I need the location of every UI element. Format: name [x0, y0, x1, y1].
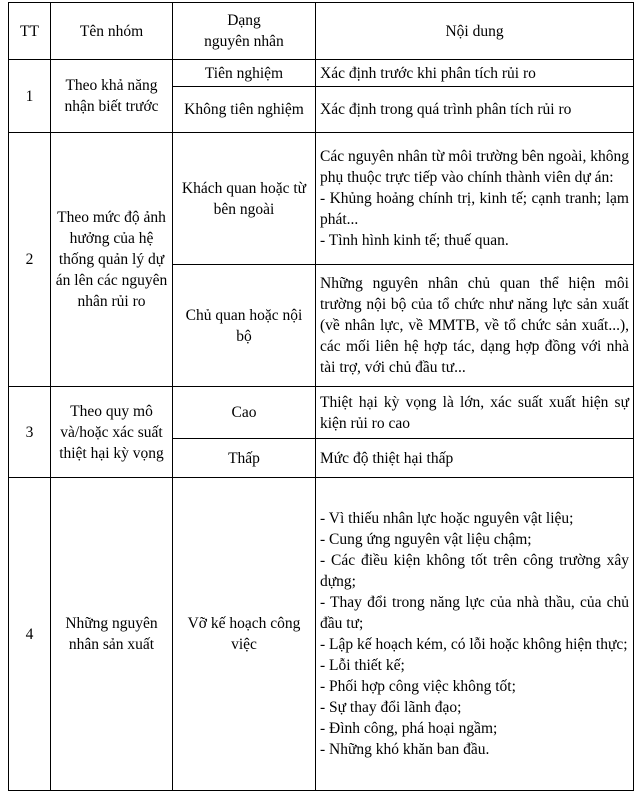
- content-line: - Phối hợp công việc không tốt;: [320, 678, 516, 695]
- content-line: - Đình công, phá hoại ngầm;: [320, 720, 498, 737]
- header-content: Nội dung: [316, 3, 634, 60]
- cause-type: Không tiên nghiệm: [173, 87, 316, 133]
- row-number: 1: [9, 60, 51, 133]
- cause-type: Thấp: [173, 439, 316, 478]
- content-cell: [316, 387, 634, 439]
- content-line: - Những khó khăn ban đầu.: [320, 741, 490, 758]
- header-cause-line1: Dạng: [227, 12, 261, 29]
- table-row: [9, 387, 634, 439]
- header-tt: TT: [9, 3, 51, 60]
- group-name: Theo mức độ ảnh hưởng của hệ thống quản lý dự án lên các nguyên nhân rủi ro: [51, 133, 173, 387]
- row-number: 3: [9, 387, 51, 478]
- row-number: 2: [9, 133, 51, 387]
- content-line: - Lỗi thiết kế;: [320, 657, 405, 674]
- row-number: 4: [9, 478, 51, 791]
- content-line: - Tình hình kinh tế; thuế quan.: [320, 232, 509, 249]
- content-line: - Khủng hoảng chính trị, kinh tế; cạnh tranh; lạm phát...: [320, 190, 629, 228]
- content-cell: [316, 265, 634, 387]
- cause-type: Vỡ kế hoạch công việc: [173, 478, 316, 791]
- table-row: [9, 478, 634, 791]
- header-group-name: Tên nhóm: [51, 3, 173, 60]
- content-line: Xác định trong quá trình phân tích rủi ro: [320, 101, 572, 118]
- content-line: Những nguyên nhân chủ quan thể hiện môi trường nội bộ của tổ chức như năng lực sản xuất (về nhân lực, về MMTB, về tổ chức sản xuất...), các mối liên hệ hợp tác, dạng hợp đồng với nhà tài trợ, với chủ đầu tư...: [320, 275, 629, 376]
- group-name: Theo khả năng nhận biết trước: [51, 60, 173, 133]
- table-row: [9, 60, 634, 87]
- content-cell: [316, 87, 634, 133]
- content-cell: [316, 439, 634, 478]
- content-line: Các nguyên nhân từ môi trường bên ngoài, không phụ thuộc trực tiếp vào chính thành viên dự án:: [320, 148, 629, 186]
- table-body: [9, 3, 634, 791]
- content-line: Mức độ thiệt hại thấp: [320, 449, 454, 467]
- header-row: [9, 3, 634, 60]
- header-cause-type: [173, 3, 316, 60]
- content-line: Xác định trước khi phân tích rủi ro: [320, 64, 536, 82]
- risk-classification-table: [8, 2, 634, 791]
- content-line: - Các điều kiện không tốt trên công trường xây dựng;: [320, 552, 629, 590]
- cause-type: Chủ quan hoặc nội bộ: [173, 265, 316, 387]
- content-cell: [316, 133, 634, 265]
- content-line: - Sự thay đổi lãnh đạo;: [320, 699, 462, 716]
- cause-type: Khách quan hoặc từ bên ngoài: [173, 133, 316, 265]
- content-line: - Lập kế hoạch kém, có lỗi hoặc không hiện thực;: [320, 636, 628, 653]
- content-line: - Thay đổi trong năng lực của nhà thầu, của chủ đầu tư;: [320, 594, 629, 632]
- content-cell: [316, 478, 634, 791]
- content-line: Thiệt hại kỳ vọng là lớn, xác suất xuất hiện sự kiện rủi ro cao: [320, 393, 629, 432]
- content-line: - Cung ứng nguyên vật liệu chậm;: [320, 531, 532, 548]
- table-row: [9, 133, 634, 265]
- cause-type: Cao: [173, 387, 316, 439]
- content-cell: [316, 60, 634, 87]
- group-name: Theo quy mô và/hoặc xác suất thiệt hại kỳ vọng: [51, 387, 173, 478]
- cause-type: Tiên nghiệm: [173, 60, 316, 87]
- group-name: Những nguyên nhân sản xuất: [51, 478, 173, 791]
- header-cause-line2: nguyên nhân: [204, 33, 284, 50]
- content-line: - Vì thiếu nhân lực hoặc nguyên vật liệu;: [320, 510, 574, 527]
